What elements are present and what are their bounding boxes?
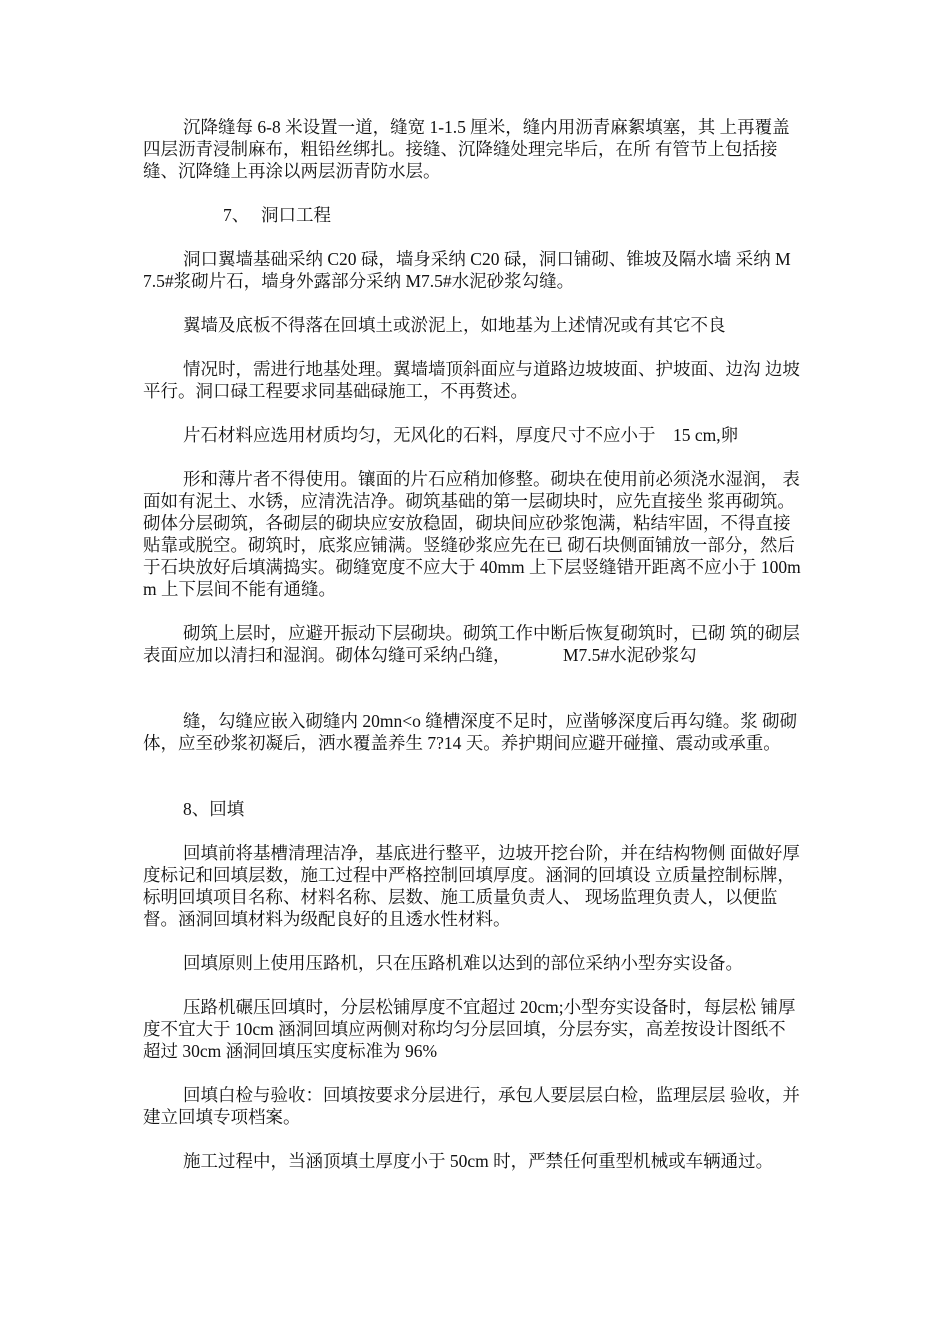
paragraph-wingwall-foundation: 洞口翼墙基础采纳 C20 碌，墙身采纳 C20 碌，洞口铺砌、锥坡及隔水墙 采纳 M7.5#浆砌片石，墙身外露部分采纳 M7.5#水泥砂浆勾缝。 bbox=[143, 249, 791, 291]
paragraph-compaction: 压路机碾压回填时，分层松铺厚度不宜超过 20cm;小型夯实设备时，每层松 铺厚度不宜大于 10cm 涵洞回填应两侧对称均匀分层回填，分层夯实，高差按设计图纸不超过 30cm 涵洞回填压实度标准为 96% bbox=[143, 997, 796, 1061]
paragraph-heavy-machinery: 施工过程中，当涵顶填土厚度小于 50cm 时，严禁任何重型机械或车辆通过。 bbox=[183, 1151, 774, 1171]
section-heading-8: 8、回填 bbox=[183, 799, 245, 819]
paragraph-ground-treatment: 情况时，需进行地基处理。翼墙墙顶斜面应与道路边坡坡面、护坡面、边沟 边坡平行。洞口碌工程要求同基础碌施工，不再赘述。 bbox=[143, 359, 800, 401]
paragraph-backfill-prep: 回填前将基槽清理洁净，基底进行整平，边坡开挖台阶，并在结构物侧 面做好厚度标记和回填层数，施工过程中严格控制回填厚度。涵洞的回填设 立质量控制标牌，标明回填项目名称、材料名称、层数、施工质量负责人、 现场监理负责人，以便监督。涵洞回填材料为级配良好的且透水性材料。 bbox=[143, 843, 800, 929]
paragraph-pointing: 缝，勾缝应嵌入砌缝内 20mn<o 缝槽深度不足时，应凿够深度后再勾缝。浆 砌砌体，应至砂浆初凝后，洒水覆盖养生 7?14 天。养护期间应避开碰撞、震动或承重。 bbox=[143, 711, 798, 753]
paragraph-inspection: 回填白检与验收：回填按要求分层进行，承包人要层层白检，监理层层 验收，并建立回填专项档案。 bbox=[143, 1085, 800, 1127]
paragraph-settlement-joint: 沉降缝每 6-8 米设置一道，缝宽 1-1.5 厘米，缝内用沥青麻絮填塞，其 上再覆盖四层沥青浸制麻布，粗铅丝绑扎。接缝、沉降缝处理完毕后，在所 有管节上包括接缝、沉降缝上再涂以两层沥青防水层。 bbox=[143, 117, 790, 181]
paragraph-masonry: 形和薄片者不得使用。镶面的片石应稍加修整。砌块在使用前必须浇水湿润， 表面如有泥土、水锈，应清洗洁净。砌筑基础的第一层砌块时，应先直接坐 浆再砌筑。砌体分层砌筑，各砌层的砌块应安放稳固，砌块间应砂浆饱满，粘结牢固，不得直接贴靠或脱空。砌筑时，底浆应铺满。竖缝砂浆应先在已 砌石块侧面铺放一部分，然后于石块放好后填满捣实。砌缝宽度不应大于 40mm 上下层竖缝错开距离不应小于 100mm 上下层间不能有通缝。 bbox=[143, 469, 801, 599]
paragraph-upper-layer: 砌筑上层时，应避开振动下层砌块。砌筑工作中断后恢复砌筑时，已砌 筑的砌层表面应加以清扫和湿润。砌体勾缝可采纳凸缝， M7.5#水泥砂浆勾 bbox=[143, 623, 800, 665]
paragraph-wingwall-base: 翼墙及底板不得落在回填土或淤泥上，如地基为上述情况或有其它不良 bbox=[183, 315, 726, 335]
paragraph-backfill-principle: 回填原则上使用压路机，只在压路机难以达到的部位采纳小型夯实设备。 bbox=[183, 953, 743, 973]
section-number: 7、 bbox=[223, 205, 250, 225]
section-heading-7 bbox=[143, 204, 803, 226]
paragraph-stone-material: 片石材料应选用材质均匀，无风化的石料，厚度尺寸不应小于 15 cm,卵 bbox=[183, 425, 739, 445]
section-title: 洞口工程 bbox=[261, 205, 331, 225]
